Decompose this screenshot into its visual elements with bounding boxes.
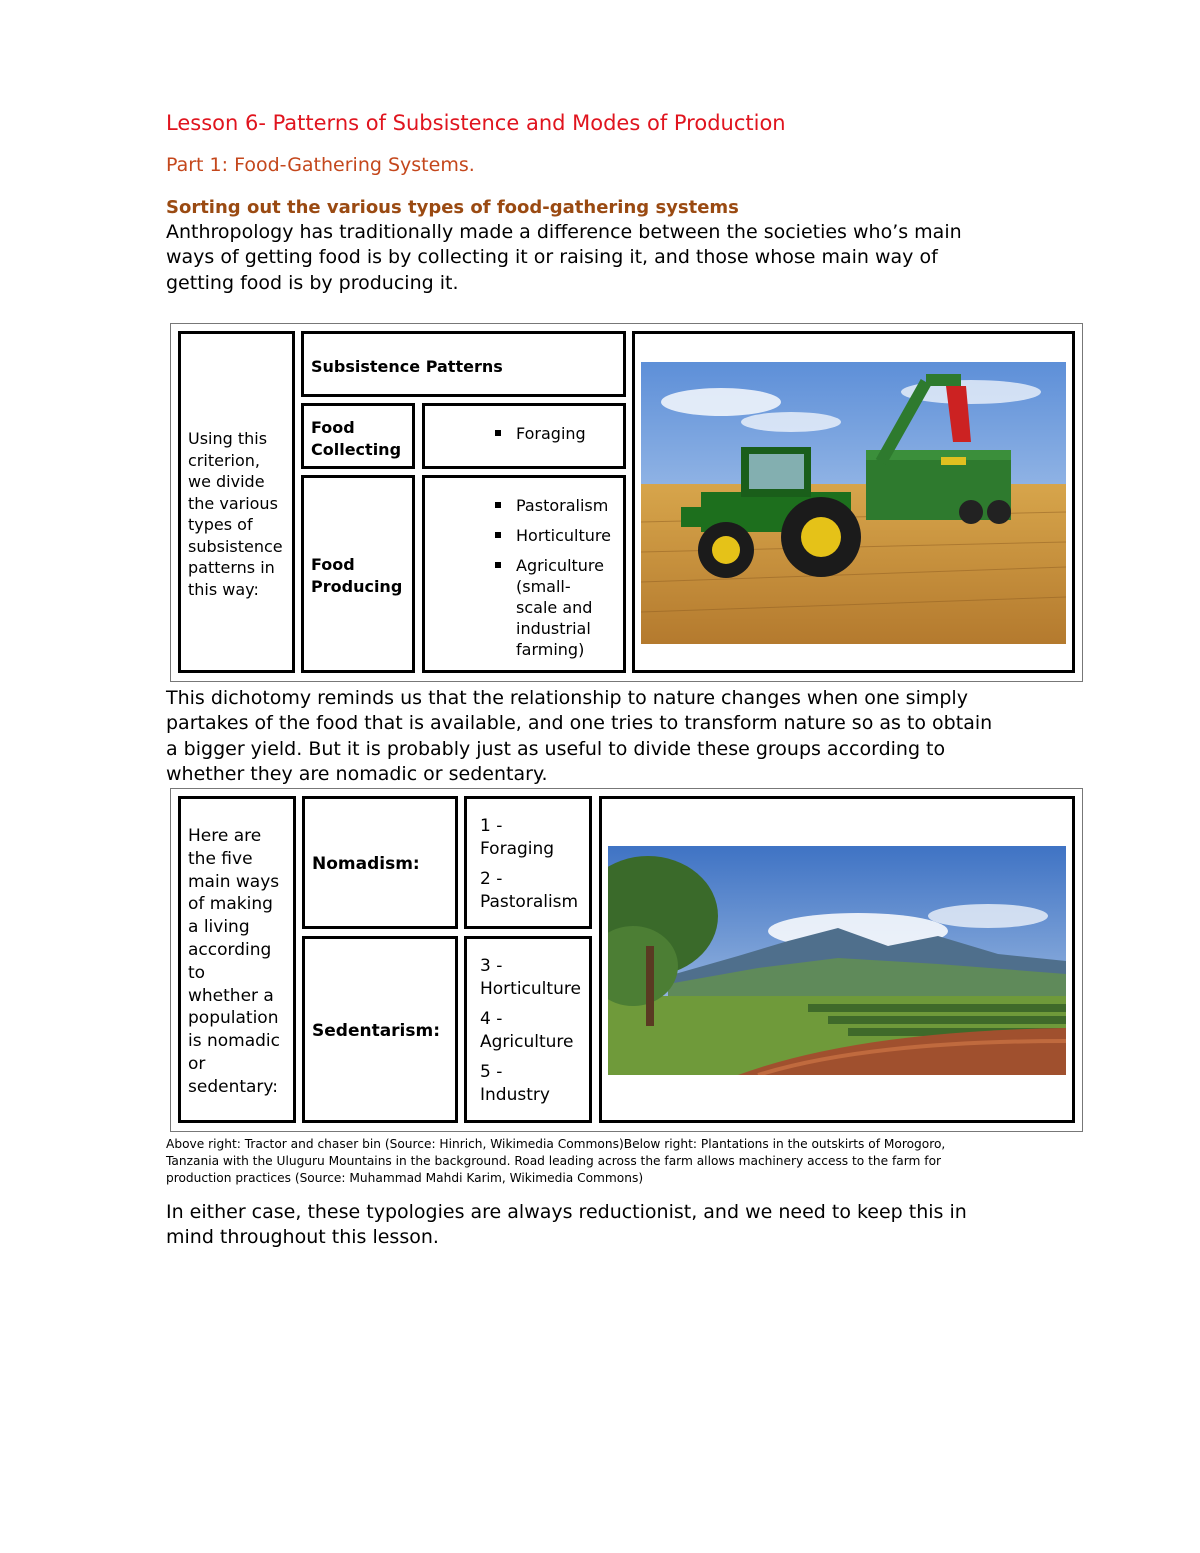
food-producing-list	[491, 495, 611, 669]
paragraph-line: partakes of the food that is available, and one tries to transform nature so as to obtain	[166, 712, 993, 735]
lesson-title: Lesson 6- Patterns of Subsistence and Modes of Production	[166, 111, 786, 135]
caption-line: production practices (Source: Muhammad Mahdi Karim, Wikimedia Commons)	[166, 1171, 644, 1186]
paragraph-line: Anthropology has traditionally made a difference between the societies who’s main	[166, 221, 962, 243]
paragraph-line: ways of getting food is by collecting it or raising it, and those whose main way of	[166, 246, 938, 269]
section-title: Sorting out the various types of food-gathering systems	[166, 197, 739, 218]
nomadism-label: Nomadism:	[312, 854, 420, 874]
food-collecting-items-cell	[422, 403, 626, 469]
subsistence-header: Subsistence Patterns	[311, 357, 503, 376]
caption-line: Above right: Tractor and chaser bin (Source: Hinrich, Wikimedia Commons)Below right: Plantations in the outskirts of Morogoro,	[166, 1137, 946, 1151]
nomadism-cell	[302, 796, 458, 929]
tractor-photo	[641, 362, 1066, 644]
subsistence-header-cell	[301, 331, 626, 397]
paragraph-line: getting food is by producing it.	[166, 271, 459, 294]
list-item: Agriculture (small- scale and industrial farming)	[491, 555, 611, 660]
part-title: Part 1: Food-Gathering Systems.	[166, 154, 475, 176]
nomadism-list	[480, 815, 578, 921]
table2-intro-cell	[178, 796, 296, 1123]
sedentarism-items-cell	[464, 936, 592, 1123]
list-item: 1 - Foraging	[480, 816, 555, 859]
food-producing-label: Food Producing	[311, 555, 403, 596]
table2-image-cell	[599, 796, 1075, 1123]
list-item: Pastoralism	[491, 495, 611, 516]
table1-intro-text: Using this criterion, we divide the various types of subsistence patterns in this way:	[188, 429, 283, 599]
list-item: Foraging	[491, 423, 586, 444]
sedentarism-list	[480, 955, 581, 1114]
food-collecting-cell	[301, 403, 415, 469]
dichotomy-paragraph	[166, 686, 1126, 787]
list-item: 5 - Industry	[480, 1062, 550, 1105]
caption-line: Tanzania with the Uluguru Mountains in the background. Road leading across the farm allows machinery access to the farm for	[166, 1154, 942, 1169]
photo-caption	[166, 1136, 1066, 1188]
paragraph-line: whether they are nomadic or sedentary.	[166, 762, 548, 785]
subsistence-table	[170, 323, 1083, 682]
list-item: 4 - Agriculture	[480, 1009, 574, 1052]
nomadism-items-cell	[464, 796, 592, 929]
paragraph-line: In either case, these typologies are always reductionist, and we need to keep this in	[166, 1201, 967, 1223]
sedentarism-cell	[302, 936, 458, 1123]
plantation-photo	[608, 846, 1066, 1075]
table1-intro-cell	[178, 331, 295, 673]
closing-paragraph	[166, 1200, 1126, 1251]
sedentarism-label: Sedentarism:	[312, 1021, 441, 1041]
food-producing-items-cell	[422, 475, 626, 673]
list-item: 3 - Horticulture	[480, 956, 581, 999]
food-collecting-list	[491, 423, 586, 453]
paragraph-line: This dichotomy reminds us that the relationship to nature changes when one simply	[166, 687, 968, 709]
paragraph-line: a bigger yield. But it is probably just as useful to divide these groups according to	[166, 737, 946, 760]
list-item: Horticulture	[491, 525, 611, 546]
table2-intro-text: Here are the five main ways of making a living according to whether a population is nomadic or sedentary:	[188, 826, 280, 1097]
nomadism-table	[170, 788, 1083, 1132]
list-item: 2 - Pastoralism	[480, 869, 579, 912]
food-producing-cell	[301, 475, 415, 673]
intro-paragraph	[166, 220, 1126, 296]
table1-image-cell	[632, 331, 1075, 673]
paragraph-line: mind throughout this lesson.	[166, 1226, 439, 1249]
food-collecting-label: Food Collecting	[311, 418, 402, 459]
